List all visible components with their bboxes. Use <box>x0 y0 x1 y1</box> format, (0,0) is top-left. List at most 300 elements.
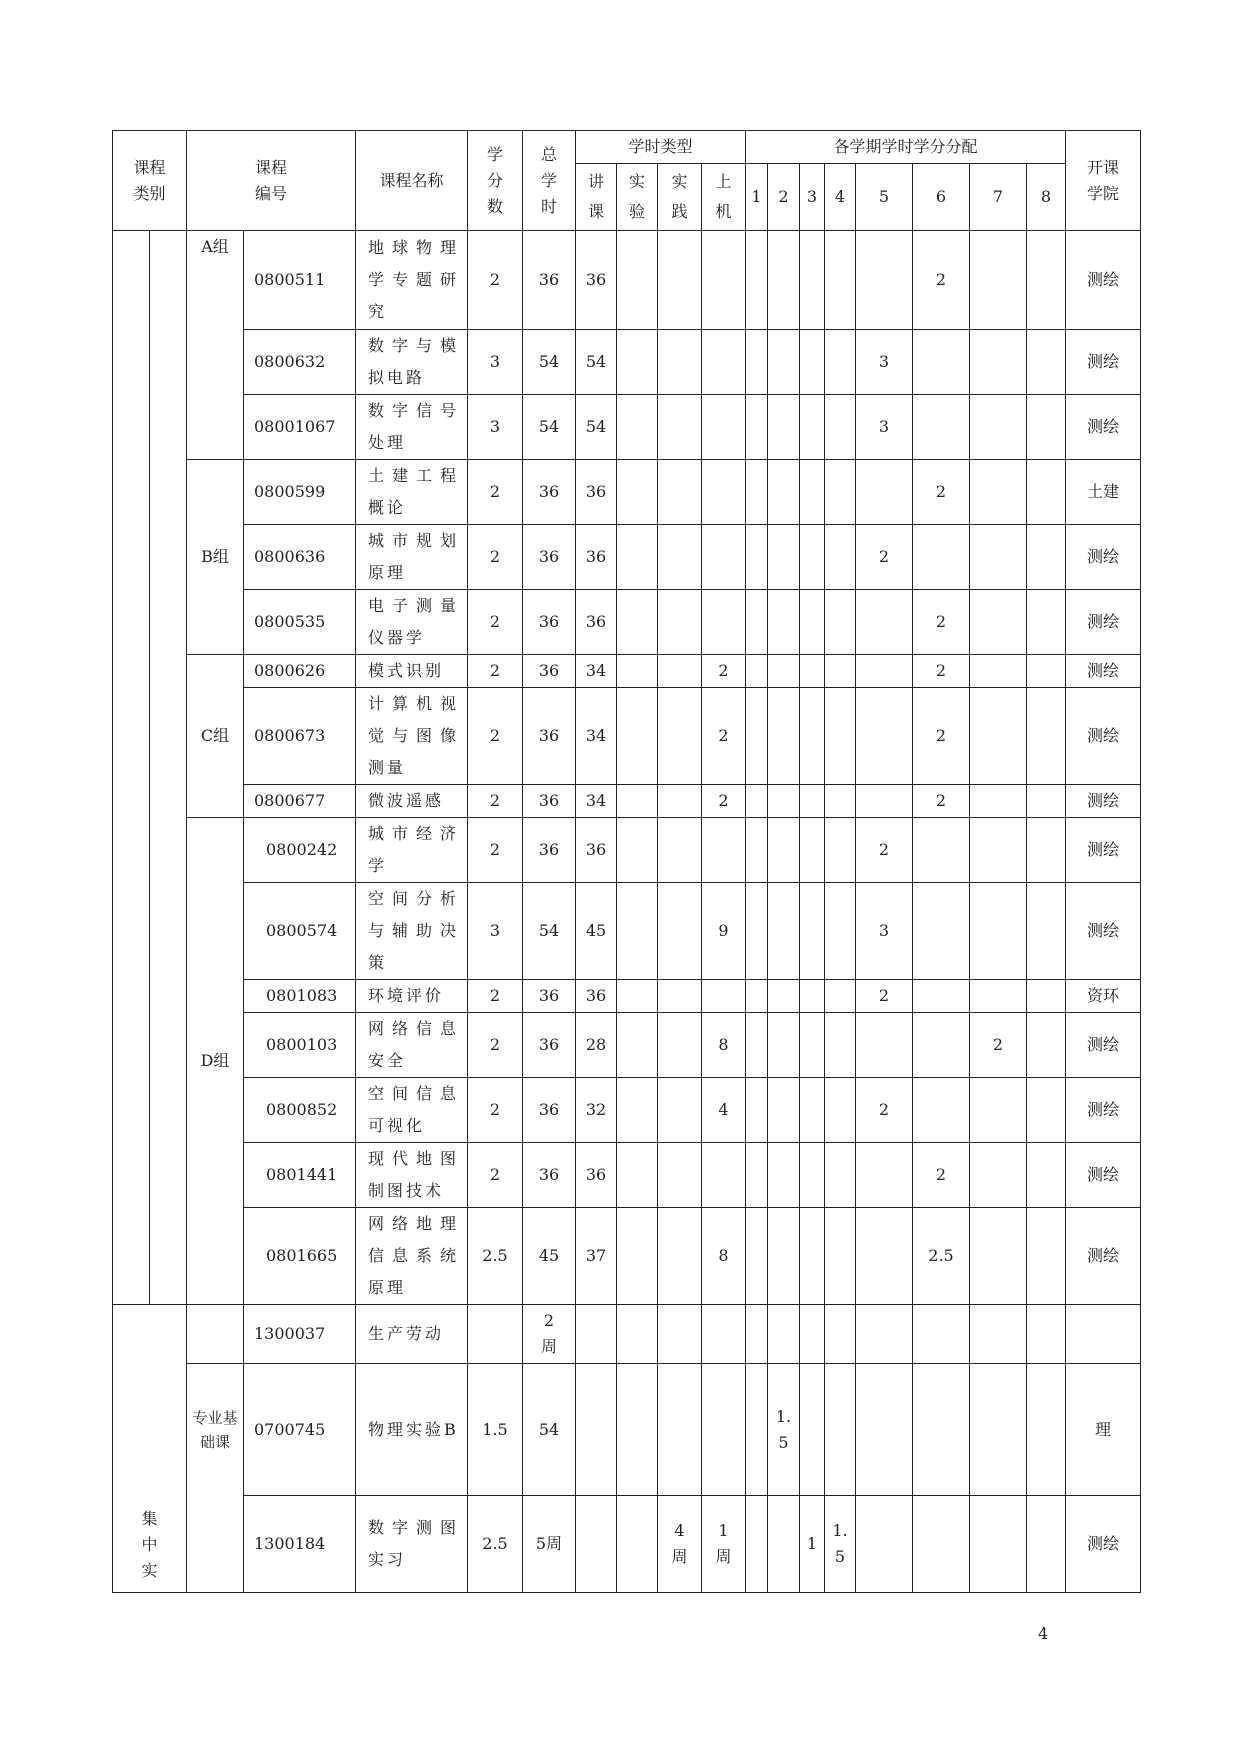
experiment-cell <box>617 818 658 883</box>
college-cell-text: 测绘 <box>1087 661 1120 680</box>
lecture-cell-text: 34 <box>585 726 607 745</box>
semester-2-cell <box>768 460 800 525</box>
semester-1-cell <box>746 231 768 330</box>
semester-3-cell <box>800 525 825 590</box>
semester-8-cell <box>1027 655 1066 688</box>
course-name-cell-text: 数字与模拟电路 <box>368 336 459 387</box>
semester-8-cell <box>1027 1143 1066 1208</box>
table-row <box>113 980 1141 1013</box>
semester-6-cell <box>913 231 970 330</box>
hours-cell <box>523 1143 576 1208</box>
semester-2-cell <box>768 1305 800 1364</box>
semester-6-cell <box>913 688 970 785</box>
semester-4-cell-text: 1.5 <box>832 1521 848 1566</box>
hours-cell-text: 36 <box>538 1100 560 1119</box>
course-name-cell-text: 地球物理学专题研究 <box>368 238 459 321</box>
semester-4-cell <box>825 1364 856 1496</box>
semester-7-cell <box>970 231 1027 330</box>
course-name-cell <box>356 688 468 785</box>
lecture-cell-text: 36 <box>585 270 607 289</box>
table-row <box>113 395 1141 460</box>
table-row <box>113 1496 1141 1593</box>
table-row <box>113 1208 1141 1305</box>
computer-cell-text: 2 <box>718 726 729 745</box>
lecture-cell <box>576 1013 617 1078</box>
course-name-cell <box>356 460 468 525</box>
semester-5-cell-text: 3 <box>878 352 890 371</box>
course-code-cell <box>244 1078 356 1143</box>
group-d-label <box>187 818 244 1305</box>
computer-cell <box>702 1496 746 1593</box>
header-category: 课程类别 <box>113 131 187 231</box>
semester-3-cell <box>800 1208 825 1305</box>
semester-1-cell <box>746 395 768 460</box>
course-code-cell <box>244 231 356 330</box>
college-cell <box>1066 1143 1141 1208</box>
semester-3-cell <box>800 1496 825 1593</box>
course-code-cell <box>244 655 356 688</box>
table-row <box>113 1078 1141 1143</box>
course-code-cell <box>244 330 356 395</box>
lecture-cell <box>576 525 617 590</box>
course-name-cell <box>356 1013 468 1078</box>
college-cell-text: 测绘 <box>1087 417 1120 436</box>
header-semester-5: 5 <box>856 164 913 231</box>
semester-4-cell <box>825 785 856 818</box>
course-name-cell-text: 微波遥感 <box>368 791 445 810</box>
semester-3-cell <box>800 460 825 525</box>
semester-6-cell-text: 2 <box>935 661 947 680</box>
semester-5-cell-text: 2 <box>878 986 890 1005</box>
course-name-cell <box>356 590 468 655</box>
semester-5-cell <box>856 460 913 525</box>
semester-6-cell <box>913 1013 970 1078</box>
college-cell-text: 测绘 <box>1087 1534 1120 1553</box>
credits-cell-text: 2 <box>489 1100 501 1119</box>
college-cell <box>1066 395 1141 460</box>
college-cell <box>1066 525 1141 590</box>
header-college: 开课学院 <box>1066 131 1141 231</box>
course-name-cell-text: 土建工程概论 <box>368 466 459 517</box>
semester-2-cell <box>768 1208 800 1305</box>
college-cell-text: 测绘 <box>1087 547 1120 566</box>
semester-5-cell <box>856 1305 913 1364</box>
course-name-cell <box>356 1305 468 1364</box>
semester-2-cell <box>768 231 800 330</box>
semester-6-cell <box>913 460 970 525</box>
credits-cell-text: 3 <box>489 921 501 940</box>
semester-8-cell <box>1027 1364 1066 1496</box>
lecture-cell <box>576 1208 617 1305</box>
header-lecture: 讲课 <box>576 164 617 231</box>
college-cell <box>1066 1208 1141 1305</box>
experiment-cell <box>617 688 658 785</box>
hours-cell <box>523 395 576 460</box>
header-semester-4: 4 <box>825 164 856 231</box>
semester-3-cell <box>800 231 825 330</box>
semester-7-cell <box>970 590 1027 655</box>
course-code-cell-text: 08001067 <box>254 417 336 436</box>
hours-cell <box>523 1013 576 1078</box>
practice-cell <box>658 1013 702 1078</box>
experiment-cell <box>617 525 658 590</box>
course-code-cell-text: 1300037 <box>254 1324 326 1343</box>
table-row <box>113 590 1141 655</box>
semester-1-cell <box>746 818 768 883</box>
course-name-cell-text: 电子测量仪器学 <box>368 596 459 647</box>
practice-cell <box>658 231 702 330</box>
course-code-cell-text: 0700745 <box>254 1419 326 1439</box>
header-semester-7: 7 <box>970 164 1027 231</box>
semester-5-cell-text: 3 <box>878 921 890 940</box>
semester-8-cell <box>1027 1078 1066 1143</box>
college-cell-text: 测绘 <box>1087 921 1120 940</box>
hours-cell-text: 45 <box>538 1246 560 1265</box>
semester-7-cell <box>970 1013 1027 1078</box>
semester-7-cell <box>970 883 1027 980</box>
semester-6-cell-text: 2 <box>935 482 947 501</box>
semester-3-cell <box>800 1143 825 1208</box>
hours-cell <box>523 330 576 395</box>
hours-cell-text: 5周 <box>535 1534 563 1553</box>
semester-5-cell <box>856 655 913 688</box>
course-code-cell <box>244 1143 356 1208</box>
experiment-cell <box>617 785 658 818</box>
hours-cell <box>523 1078 576 1143</box>
practice-cell <box>658 330 702 395</box>
college-cell <box>1066 1496 1141 1593</box>
experiment-cell <box>617 1013 658 1078</box>
semester-1-cell <box>746 1496 768 1593</box>
semester-6-cell <box>913 1078 970 1143</box>
computer-cell <box>702 590 746 655</box>
course-code-cell-text: 0800632 <box>254 352 326 371</box>
table-row <box>113 688 1141 785</box>
semester-7-cell <box>970 818 1027 883</box>
credits-cell-text: 1.5 <box>482 1419 508 1439</box>
computer-cell <box>702 231 746 330</box>
practice-cell <box>658 1078 702 1143</box>
semester-5-cell <box>856 1143 913 1208</box>
semester-5-cell <box>856 818 913 883</box>
lecture-cell-text: 37 <box>585 1246 607 1265</box>
semester-1-cell <box>746 785 768 818</box>
semester-2-cell-text: 1.5 <box>775 1406 792 1452</box>
semester-3-cell <box>800 1364 825 1496</box>
course-code-cell <box>244 1496 356 1593</box>
course-name-cell <box>356 655 468 688</box>
computer-cell-text: 8 <box>718 1246 729 1265</box>
semester-3-cell-text: 1 <box>806 1534 818 1553</box>
course-name-cell-text: 网络地理信息系统原理 <box>368 1214 459 1297</box>
semester-8-cell <box>1027 395 1066 460</box>
course-name-cell-text: 环境评价 <box>368 986 445 1005</box>
computer-cell <box>702 883 746 980</box>
hours-cell-text: 36 <box>538 1165 560 1184</box>
semester-4-cell <box>825 1208 856 1305</box>
semester-1-cell <box>746 1013 768 1078</box>
lecture-cell-text: 36 <box>585 482 607 501</box>
semester-6-cell <box>913 525 970 590</box>
college-cell-text: 测绘 <box>1087 612 1120 631</box>
credits-cell <box>468 1364 523 1496</box>
semester-7-cell <box>970 1208 1027 1305</box>
semester-4-cell <box>825 1143 856 1208</box>
group-empty-cell <box>187 1305 244 1364</box>
semester-2-cell <box>768 688 800 785</box>
credits-cell-text: 2 <box>489 270 501 289</box>
course-code-cell-text: 0800511 <box>254 270 326 289</box>
semester-5-cell <box>856 785 913 818</box>
semester-7-cell <box>970 1305 1027 1364</box>
semester-3-cell <box>800 980 825 1013</box>
lecture-cell <box>576 1143 617 1208</box>
experiment-cell <box>617 395 658 460</box>
header-semester-6: 6 <box>913 164 970 231</box>
semester-5-cell-text: 2 <box>878 840 890 859</box>
course-name-cell-text: 空间分析与辅助决策 <box>368 889 459 972</box>
semester-3-cell <box>800 330 825 395</box>
lecture-cell <box>576 688 617 785</box>
hours-cell-text: 2周 <box>541 1311 558 1356</box>
college-cell <box>1066 1013 1141 1078</box>
semester-7-cell <box>970 330 1027 395</box>
semester-4-cell <box>825 525 856 590</box>
group-b-label <box>187 460 244 655</box>
computer-cell <box>702 395 746 460</box>
header-semester-3: 3 <box>800 164 825 231</box>
course-name-cell-text: 城市规划原理 <box>368 531 459 582</box>
header-computer: 上机 <box>702 164 746 231</box>
credits-cell <box>468 785 523 818</box>
experiment-cell <box>617 330 658 395</box>
semester-1-cell <box>746 330 768 395</box>
lecture-cell <box>576 1305 617 1364</box>
semester-7-cell-text: 2 <box>992 1035 1004 1054</box>
course-code-cell <box>244 1305 356 1364</box>
header-semester-1: 1 <box>746 164 768 231</box>
semester-1-cell <box>746 883 768 980</box>
lecture-cell-text: 36 <box>585 1165 607 1184</box>
experiment-cell <box>617 1364 658 1496</box>
hours-cell-text: 36 <box>538 791 560 810</box>
lecture-cell <box>576 818 617 883</box>
credits-cell <box>468 590 523 655</box>
credits-cell <box>468 395 523 460</box>
semester-2-cell <box>768 590 800 655</box>
credits-cell-text: 2 <box>489 986 501 1005</box>
semester-4-cell <box>825 1496 856 1593</box>
semester-2-cell <box>768 1013 800 1078</box>
table-row <box>113 1364 1141 1496</box>
semester-5-cell-text: 2 <box>878 547 890 566</box>
lecture-cell-text: 54 <box>585 352 607 371</box>
semester-5-cell <box>856 1364 913 1496</box>
experiment-cell <box>617 231 658 330</box>
header-semester-8: 8 <box>1027 164 1066 231</box>
computer-cell <box>702 1078 746 1143</box>
semester-4-cell <box>825 1078 856 1143</box>
hours-cell <box>523 883 576 980</box>
credits-cell-text: 2.5 <box>482 1534 508 1553</box>
computer-cell-text: 8 <box>718 1035 729 1054</box>
hours-cell <box>523 785 576 818</box>
credits-cell <box>468 818 523 883</box>
table-row <box>113 1013 1141 1078</box>
header-practice: 实践 <box>658 164 702 231</box>
course-code-cell <box>244 785 356 818</box>
semester-4-cell <box>825 818 856 883</box>
lecture-cell-text: 45 <box>585 921 607 940</box>
credits-cell <box>468 1013 523 1078</box>
course-name-cell-text: 现代地图制图技术 <box>368 1149 459 1200</box>
semester-3-cell <box>800 655 825 688</box>
computer-cell <box>702 1208 746 1305</box>
group-b-label-text: B组 <box>201 547 229 566</box>
experiment-cell <box>617 1143 658 1208</box>
course-name-cell <box>356 1496 468 1593</box>
table-row <box>113 330 1141 395</box>
credits-cell-text: 2 <box>489 1035 501 1054</box>
semester-7-cell <box>970 1078 1027 1143</box>
category-cell <box>113 231 150 1305</box>
course-name-cell-text: 城市经济学 <box>368 824 459 875</box>
college-cell <box>1066 785 1141 818</box>
college-cell <box>1066 590 1141 655</box>
hours-cell <box>523 1305 576 1364</box>
practice-cell <box>658 785 702 818</box>
credits-cell-text: 2 <box>489 840 501 859</box>
table-row <box>113 818 1141 883</box>
semester-4-cell <box>825 688 856 785</box>
credits-cell-text: 2 <box>489 612 501 631</box>
credits-cell <box>468 330 523 395</box>
semester-8-cell <box>1027 785 1066 818</box>
semester-6-cell-text: 2 <box>935 612 947 631</box>
course-name-cell-text: 数字测图实习 <box>368 1518 459 1569</box>
semester-1-cell <box>746 1364 768 1496</box>
course-name-cell <box>356 785 468 818</box>
semester-4-cell <box>825 883 856 980</box>
semester-7-cell <box>970 655 1027 688</box>
semester-7-cell <box>970 1364 1027 1496</box>
credits-cell <box>468 231 523 330</box>
semester-6-cell <box>913 655 970 688</box>
course-code-cell-text: 1300184 <box>254 1534 326 1553</box>
hours-cell-text: 54 <box>538 417 560 436</box>
semester-6-cell <box>913 1143 970 1208</box>
experiment-cell <box>617 590 658 655</box>
semester-5-cell <box>856 980 913 1013</box>
semester-8-cell <box>1027 460 1066 525</box>
lecture-cell <box>576 1078 617 1143</box>
course-code-cell-text: 0800677 <box>254 791 326 810</box>
semester-7-cell <box>970 1496 1027 1593</box>
semester-6-cell <box>913 1364 970 1496</box>
semester-6-cell <box>913 818 970 883</box>
concentrated-practice-label-text: 集中实 <box>141 1509 158 1580</box>
experiment-cell <box>617 1305 658 1364</box>
college-cell-text: 测绘 <box>1087 1100 1120 1119</box>
course-code-cell <box>244 395 356 460</box>
semester-7-cell <box>970 525 1027 590</box>
computer-cell <box>702 525 746 590</box>
course-name-cell <box>356 980 468 1013</box>
computer-cell <box>702 330 746 395</box>
college-cell-text: 土建 <box>1087 482 1120 501</box>
professional-basic-label <box>187 1364 244 1593</box>
semester-1-cell <box>746 525 768 590</box>
computer-cell <box>702 818 746 883</box>
semester-8-cell <box>1027 980 1066 1013</box>
semester-4-cell <box>825 1013 856 1078</box>
course-code-cell <box>244 460 356 525</box>
group-a-label <box>187 231 244 460</box>
semester-8-cell <box>1027 1013 1066 1078</box>
semester-5-cell <box>856 688 913 785</box>
semester-1-cell <box>746 1208 768 1305</box>
semester-7-cell <box>970 785 1027 818</box>
semester-4-cell <box>825 1305 856 1364</box>
semester-6-cell-text: 2.5 <box>928 1246 954 1265</box>
semester-6-cell-text: 2 <box>935 791 947 810</box>
semester-8-cell <box>1027 231 1066 330</box>
course-code-cell <box>244 1013 356 1078</box>
semester-3-cell <box>800 818 825 883</box>
curriculum-table <box>112 130 1141 1593</box>
group-d-label-text: D组 <box>200 1051 230 1070</box>
course-name-cell <box>356 1078 468 1143</box>
lecture-cell-text: 34 <box>585 791 607 810</box>
course-code-cell-text: 0800852 <box>266 1100 338 1119</box>
semester-7-cell <box>970 980 1027 1013</box>
semester-2-cell <box>768 1078 800 1143</box>
computer-cell <box>702 1364 746 1496</box>
course-code-cell-text: 0800673 <box>254 726 326 745</box>
credits-cell-text: 2 <box>489 547 501 566</box>
college-cell-text: 测绘 <box>1087 1165 1120 1184</box>
semester-6-cell-text: 2 <box>935 270 947 289</box>
computer-cell <box>702 460 746 525</box>
computer-cell <box>702 1143 746 1208</box>
semester-2-cell <box>768 1143 800 1208</box>
college-cell <box>1066 330 1141 395</box>
hours-cell <box>523 818 576 883</box>
semester-3-cell <box>800 395 825 460</box>
semester-2-cell <box>768 1496 800 1593</box>
college-cell <box>1066 980 1141 1013</box>
lecture-cell <box>576 460 617 525</box>
semester-6-cell <box>913 590 970 655</box>
semester-2-cell <box>768 1364 800 1496</box>
practice-cell <box>658 1143 702 1208</box>
lecture-cell-text: 36 <box>585 612 607 631</box>
course-name-cell-text: 生产劳动 <box>368 1324 445 1343</box>
credits-cell <box>468 1208 523 1305</box>
credits-cell <box>468 1305 523 1364</box>
semester-3-cell <box>800 1013 825 1078</box>
semester-3-cell <box>800 688 825 785</box>
credits-cell <box>468 1143 523 1208</box>
semester-4-cell <box>825 590 856 655</box>
semester-8-cell <box>1027 590 1066 655</box>
college-cell <box>1066 1305 1141 1364</box>
course-code-cell <box>244 1208 356 1305</box>
semester-6-cell-text: 2 <box>935 1165 947 1184</box>
semester-6-cell <box>913 785 970 818</box>
course-name-cell-text: 模式识别 <box>368 661 445 680</box>
college-cell <box>1066 688 1141 785</box>
